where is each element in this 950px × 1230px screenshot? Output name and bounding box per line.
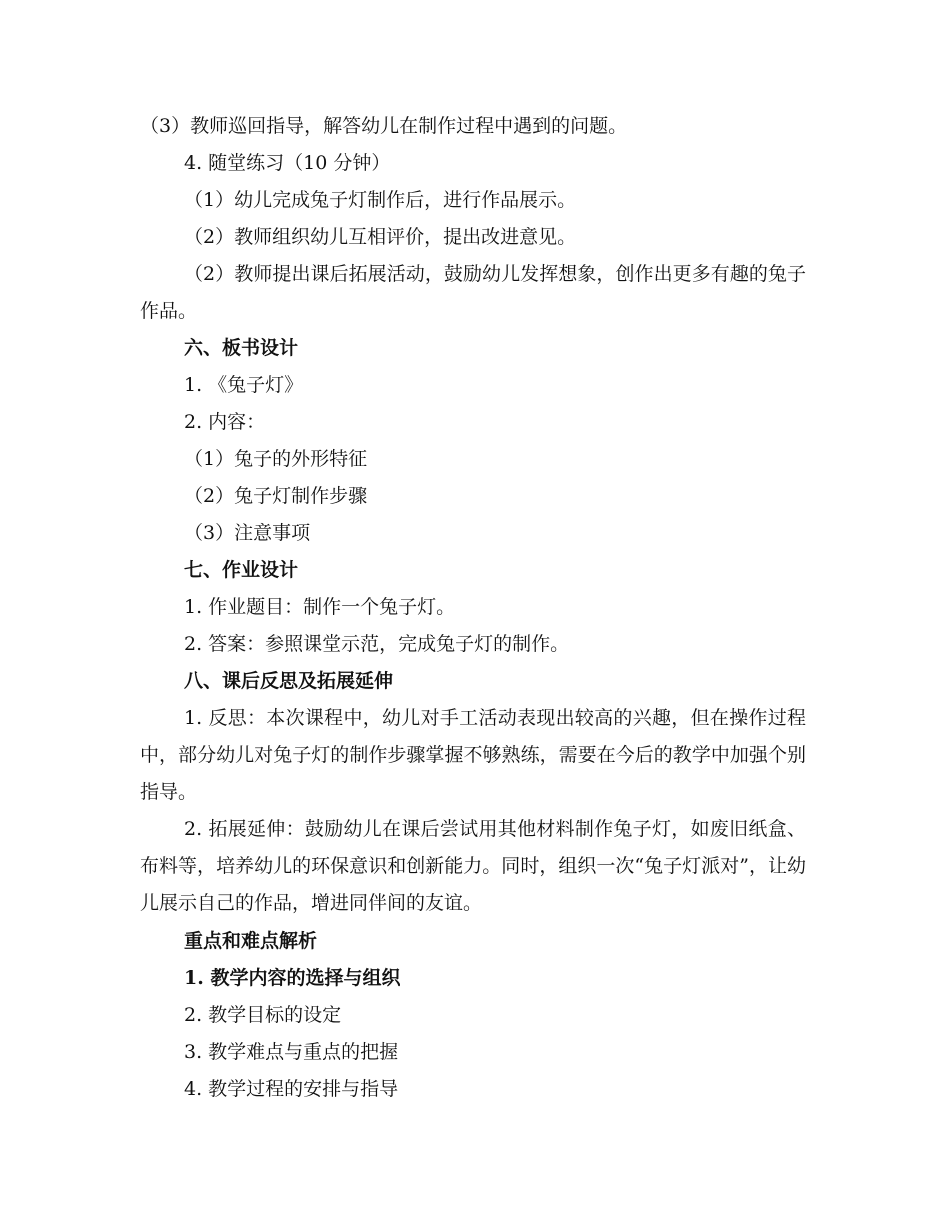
practice-heading: 4. 随堂练习（10 分钟） xyxy=(184,152,391,174)
analysis-item-1: 1. 教学内容的选择与组织 xyxy=(184,967,401,989)
section-8-title: 八、课后反思及拓展延伸 xyxy=(184,670,394,692)
section-7-title: 七、作业设计 xyxy=(184,559,299,581)
board-item-2: 2. 内容： xyxy=(184,411,266,433)
extension-paragraph: 2. 拓展延伸：鼓励幼儿在课后尝试用其他材料制作兔子灯，如废旧纸盒、布料等，培养幼儿的环保意识和创新能力。同时，组织一次“兔子灯派对”，让幼儿展示自己的作品，增进同伴间的友谊。 xyxy=(140,818,806,914)
extension-activity-paragraph: （2）教师提出课后拓展活动，鼓励幼儿发挥想象，创作出更多有趣的兔子作品。 xyxy=(140,263,806,322)
analysis-item-3: 3. 教学难点与重点的把握 xyxy=(184,1041,399,1063)
practice-item-2: （2）教师组织幼儿互相评价，提出改进意见。 xyxy=(184,226,577,248)
guidance-line: （3）教师巡回指导，解答幼儿在制作过程中遇到的问题。 xyxy=(140,115,628,137)
board-subitem-1: （1）兔子的外形特征 xyxy=(184,448,368,470)
analysis-title: 重点和难点解析 xyxy=(184,930,318,952)
board-item-1: 1. 《兔子灯》 xyxy=(184,374,304,396)
homework-item-2: 2. 答案：参照课堂示范，完成兔子灯的制作。 xyxy=(184,633,570,655)
homework-item-1: 1. 作业题目：制作一个兔子灯。 xyxy=(184,596,456,618)
reflection-paragraph: 1. 反思：本次课程中，幼儿对手工活动表现出较高的兴趣，但在操作过程中，部分幼儿对兔子灯的制作步骤掌握不够熟练，需要在今后的教学中加强个别指导。 xyxy=(140,707,806,803)
section-6-title: 六、板书设计 xyxy=(184,337,299,359)
practice-item-1: （1）幼儿完成兔子灯制作后，进行作品展示。 xyxy=(184,189,577,211)
board-subitem-3: （3）注意事项 xyxy=(184,522,311,544)
analysis-item-4: 4. 教学过程的安排与指导 xyxy=(184,1078,399,1100)
board-subitem-2: （2）兔子灯制作步骤 xyxy=(184,485,368,507)
analysis-item-2: 2. 教学目标的设定 xyxy=(184,1004,342,1026)
